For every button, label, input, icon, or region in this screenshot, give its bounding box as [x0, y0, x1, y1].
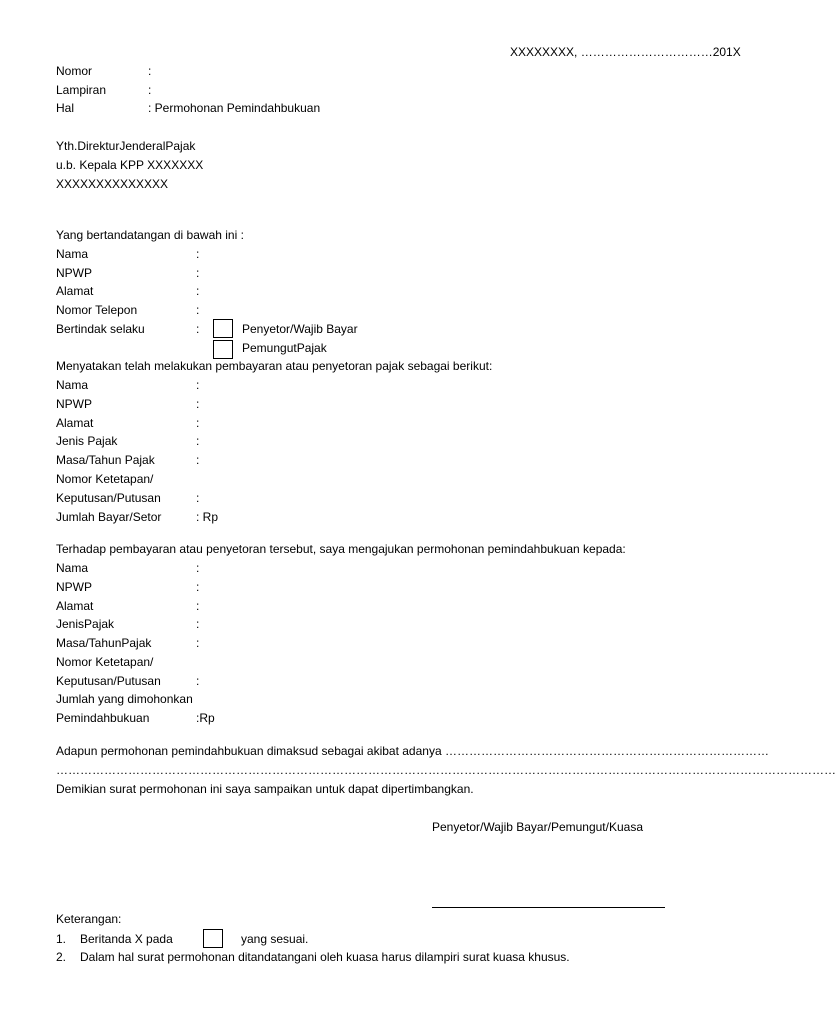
field-colon: :	[196, 491, 200, 505]
field-label: Jumlah Bayar/Setor	[56, 510, 162, 524]
field-label: Bertindak selaku	[56, 322, 145, 336]
statement-text: Menyatakan telah melakukan pembayaran atau penyetoran pajak sebagai berikut:	[56, 359, 493, 373]
field-colon: :	[196, 453, 200, 467]
field-label: Jumlah yang dimohonkan	[56, 692, 193, 706]
signature-line	[432, 907, 665, 908]
field-label: Jenis Pajak	[56, 434, 118, 448]
field-label: Nama	[56, 247, 89, 261]
option-pemungut-label: PemungutPajak	[242, 341, 327, 355]
lampiran-label: Lampiran	[56, 83, 107, 97]
recipient-line-1: Yth.DirekturJenderalPajak	[56, 139, 196, 153]
field-colon: :	[196, 416, 200, 430]
note-number-2: 2.	[56, 950, 67, 964]
note-number-1: 1.	[56, 932, 67, 946]
field-label: Masa/Tahun Pajak	[56, 453, 155, 467]
field-label: Masa/TahunPajak	[56, 636, 152, 650]
note-1-text-a: Beritanda X pada	[80, 932, 173, 946]
field-colon: :	[196, 284, 200, 298]
recipient-line-2: u.b. Kepala KPP XXXXXXX	[56, 158, 204, 172]
signature-title: Penyetor/Wajib Bayar/Pemungut/Kuasa	[432, 820, 644, 834]
nomor-label: Nomor	[56, 64, 93, 78]
field-colon: :	[196, 322, 200, 336]
field-label: Nomor Ketetapan/	[56, 472, 154, 486]
checkbox-pemungut[interactable]	[213, 340, 233, 359]
field-label: Alamat	[56, 416, 94, 430]
field-label: JenisPajak	[56, 617, 115, 631]
field-label: Nomor Telepon	[56, 303, 138, 317]
field-rp: : Rp	[196, 510, 219, 524]
field-label: Keputusan/Putusan	[56, 674, 161, 688]
note-1-text-b: yang sesuai.	[241, 932, 309, 946]
hal-label: Hal	[56, 101, 75, 115]
field-colon: :	[196, 434, 200, 448]
recipient-line-3: XXXXXXXXXXXXXX	[56, 177, 169, 191]
field-label: Nama	[56, 378, 89, 392]
field-colon: :	[196, 378, 200, 392]
field-colon: :	[196, 303, 200, 317]
checkbox-penyetor[interactable]	[213, 319, 233, 338]
hal-value: : Permohonan Pemindahbukuan	[148, 101, 321, 115]
field-colon: :	[196, 599, 200, 613]
field-label: Nomor Ketetapan/	[56, 655, 154, 669]
notes-title: Keterangan:	[56, 912, 122, 926]
field-colon: :	[196, 674, 200, 688]
field-colon: :	[196, 617, 200, 631]
field-colon: :	[196, 561, 200, 575]
reason-line-2: ……………………………………………………………………………………………………………………………………………………………………………	[56, 763, 836, 777]
note-checkbox-sample	[203, 929, 223, 948]
intro-text: Yang bertandatangan di bawah ini :	[56, 228, 244, 242]
field-label: Keputusan/Putusan	[56, 491, 161, 505]
field-label: NPWP	[56, 580, 92, 594]
option-penyetor-label: Penyetor/Wajib Bayar	[242, 322, 358, 336]
nomor-colon: :	[148, 64, 152, 78]
field-label: Alamat	[56, 284, 94, 298]
date-line: XXXXXXXX, ……………………………201X	[510, 45, 741, 59]
field-colon: :	[196, 247, 200, 261]
note-2-text: Dalam hal surat permohonan ditandatangani oleh kuasa harus dilampiri surat kuasa khusus.	[80, 950, 570, 964]
request-text: Terhadap pembayaran atau penyetoran tersebut, saya mengajukan permohonan pemindahbukuan kepada:	[56, 542, 626, 556]
field-label: Pemindahbukuan	[56, 711, 150, 725]
field-colon: :	[196, 636, 200, 650]
field-label: Alamat	[56, 599, 94, 613]
lampiran-colon: :	[148, 83, 152, 97]
field-label: NPWP	[56, 397, 92, 411]
field-label: Nama	[56, 561, 89, 575]
field-label: NPWP	[56, 266, 92, 280]
reason-line-1: Adapun permohonan pemindahbukuan dimaksud sebagai akibat adanya ………………………………………………………………………	[56, 744, 769, 758]
field-colon: :	[196, 580, 200, 594]
field-colon: :	[196, 397, 200, 411]
closing-text: Demikian surat permohonan ini saya sampaikan untuk dapat dipertimbangkan.	[56, 782, 474, 796]
field-rp: :Rp	[196, 711, 215, 725]
field-colon: :	[196, 266, 200, 280]
